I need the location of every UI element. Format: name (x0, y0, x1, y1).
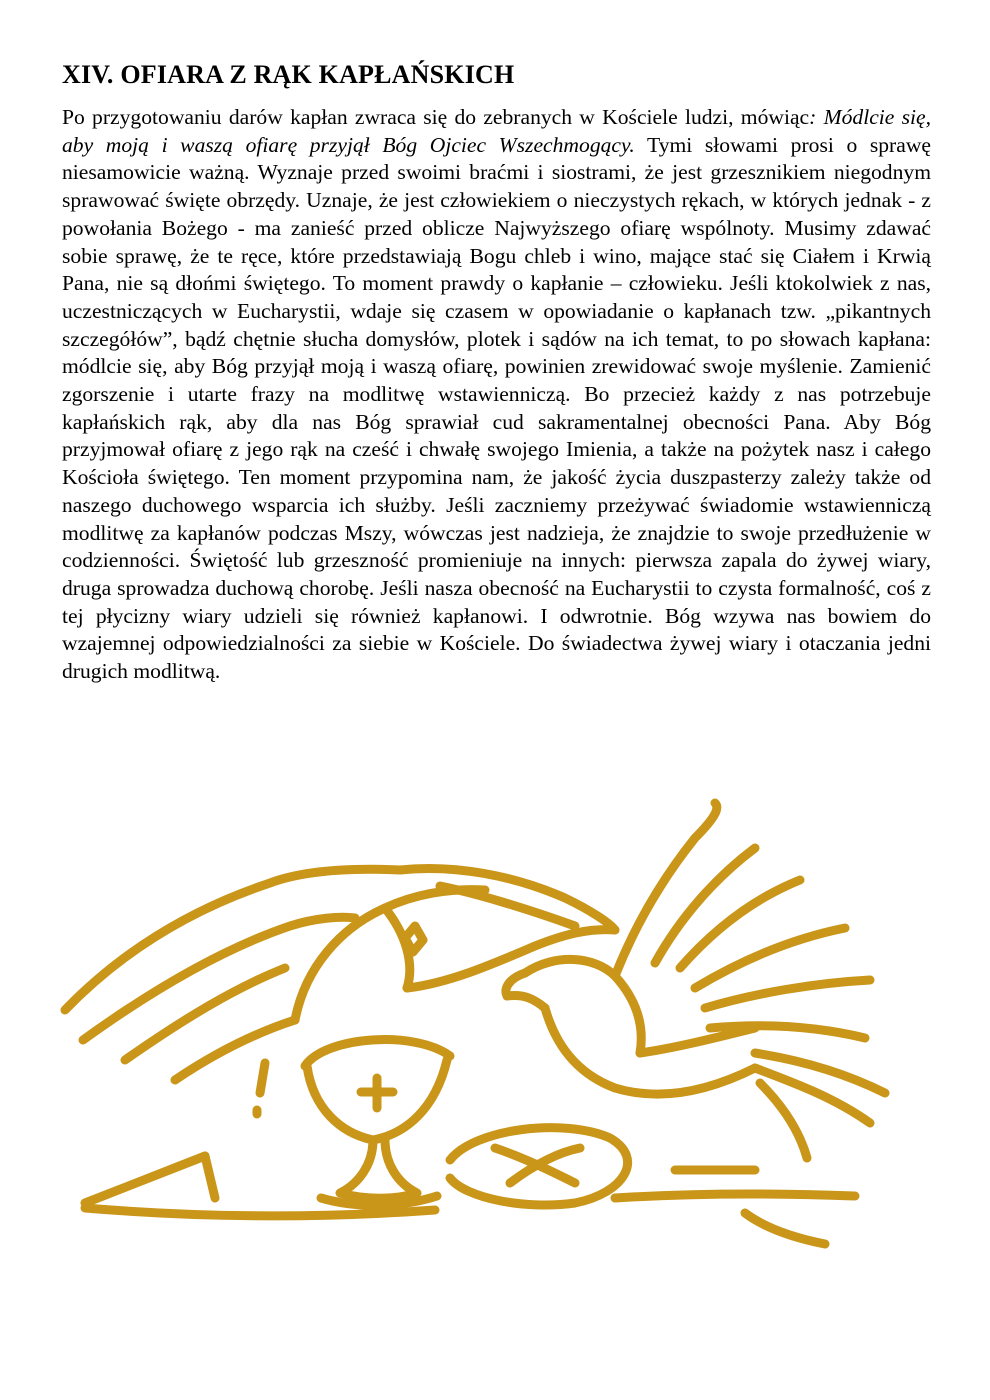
page-title: XIV. OFIARA Z RĄK KAPŁAŃSKICH (62, 60, 515, 89)
paragraph-quote: Módlcie się, aby moją i waszą ofiarę przyjął Bóg Ojciec Wszechmogący. (62, 105, 932, 157)
hand-chalice-host-dove-icon (55, 798, 935, 1250)
body-paragraph (62, 104, 931, 686)
paragraph-rest: Tymi słowami prosi o sprawę niesamowicie ważną. Wyznaje przed swoimi braćmi i siostrami, że jest grzesznikiem niegodnym sprawować święte obrzędy. Uznaje, że jest człowiekiem o nieczystych rękach, w których jednak - z powołania Bożego - ma zanieść przed oblicze Najwyższego ofiarę wspólnoty. Musimy zdawać sobie sprawę, że te ręce, które przedstawiają Bogu chleb i wino, mające stać się Ciałem i Krwią Pana, nie są dłońmi świętego. To moment prawdy o kapłanie – człowieku. Jeśli ktokolwiek z nas, uczestniczących w Eucharystii, wdaje się czasem w opowiadanie o kapłanach tzw. „pikantnych szczegółów”, bądź chętnie słucha domysłów, plotek i sądów na ich temat, to po słowach kapłana: módlcie się, aby Bóg przyjął moją i waszą ofiarę, powinien zrewidować swoje myślenie. Zamienić zgorszenie i utarte frazy na modlitwę wstawienniczą. Bo przecież każdy z nas potrzebuje kapłańskich rąk, aby dla nas Bóg sprawiał cud sakramentalnej obecności Pana. Aby Bóg przyjmował ofiarę z jego rąk na cześć i chwałę swojego Imienia, a także na pożytek nasz i całego Kościoła świętego. Ten moment przypomina nam, że jakość życia duszpasterzy zależy także od naszego duchowego wsparcia ich służby. Jeśli zaczniemy przeżywać świadomie wstawienniczą modlitwę za kapłanów podczas Mszy, wówczas jest nadzieja, że znajdzie to swoje przedłużenie w codzienności. Świętość lub grzeszność promieniuje na innych: pierwsza zapala do żywej wiary, druga sprowadza duchową chorobę. Jeśli nasza obecność na Eucharystii to czysta formalność, coś z tej płycizny wiary udzieli się również kapłanowi. I odwrotnie. Bóg wzywa nas bowiem do wzajemnej odpowiedzialności za siebie w Kościele. Do świadectwa żywej wiary i otaczania jedni drugich modlitwą. (62, 132, 931, 684)
paragraph-colon: : (809, 105, 817, 129)
paragraph-intro: Po przygotowaniu darów kapłan zwraca się do zebranych w Kościele ludzi, mówiąc (62, 105, 810, 129)
